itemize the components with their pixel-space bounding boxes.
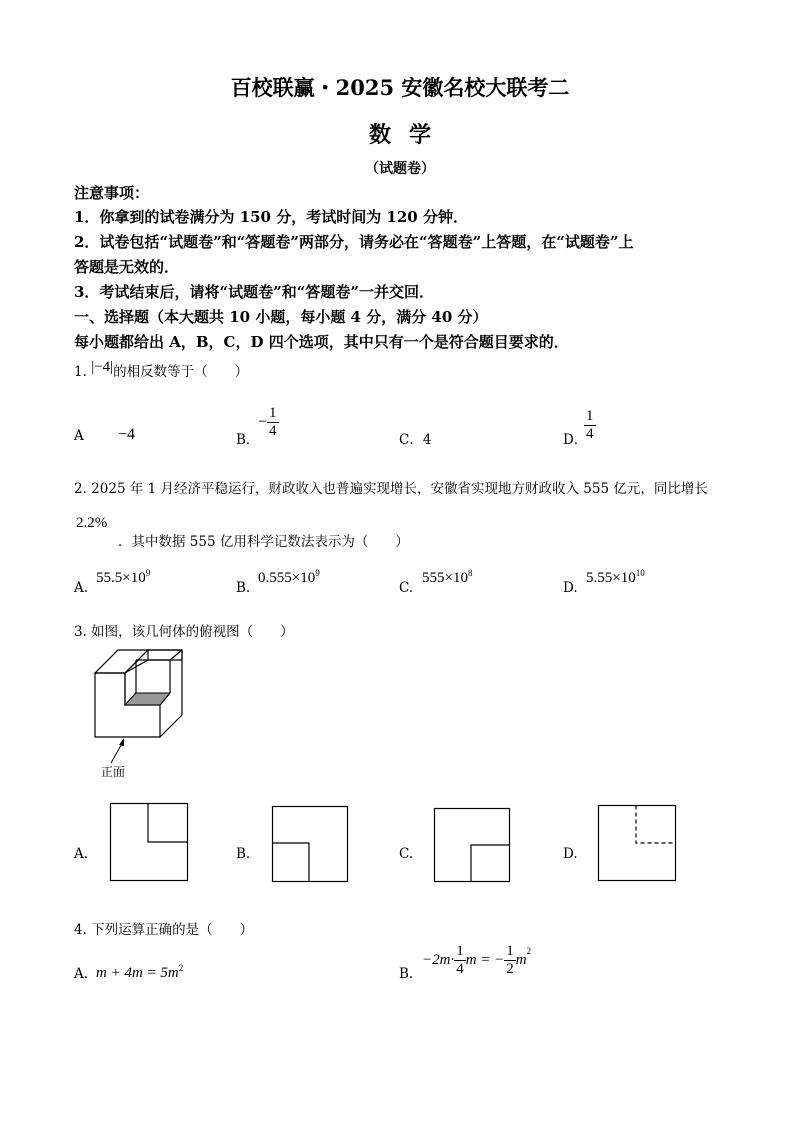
q2-percent: 2.2% [76,515,108,531]
q1-stem [74,360,248,381]
q4-b-mid: m = − [465,952,505,968]
notice-item-3: 3．考试结束后，请将“试题卷”和“答题卷”一并交回． [74,283,434,301]
solid-shaded-floor [125,693,170,705]
q2-option-c-value [422,568,472,587]
exam-title: 百校联赢・2025 安徽名校大联考二 [230,75,570,100]
subject-title: 数学 [368,122,449,148]
notice-item-2-line-1: 2．试卷包括“试题卷”和“答题卷”两部分，请务必在“答题卷”上答题，在“试题卷”上 [74,233,634,251]
q4-b-fraction-1 [454,943,466,978]
q2-option-d-value [586,568,645,587]
q2-option-d-label: D. [563,580,578,596]
q4-b-den-2: 2 [506,961,514,977]
q1-abs-expression: |−4| [91,359,114,375]
q1-d-numerator: 1 [586,408,594,424]
notice-item-2-line-2: 答题是无效的． [74,258,180,276]
q2-a-exponent: 9 [145,568,151,578]
q2-b-base: 0.555×10 [258,570,316,586]
q4-b-fraction-2 [504,943,516,978]
q1-b-numerator: 1 [269,405,277,421]
q2-stem-line-2: ．其中数据 555 亿用科学记数法表示为（ ） [118,534,409,550]
q1-option-b-label: B． [236,432,260,448]
q4-b-num-2: 1 [506,943,514,959]
q2-a-base: 55.5×10 [96,570,146,586]
q2-c-exponent: 8 [467,568,473,578]
q2-option-b-label: B. [236,580,251,596]
q4-b-exponent: 2 [526,945,532,956]
q4-b-num-1: 1 [456,943,464,959]
notice-heading: 注意事项： [74,184,150,202]
q3-option-c-label: C. [399,846,414,862]
q4-b-den-1: 4 [456,961,464,977]
q2-option-c-label: C. [399,580,414,596]
notice-item-1: 1．你拿到的试卷满分为 150 分，考试时间为 120 分钟． [74,208,468,226]
q1-b-denominator: 4 [269,423,277,439]
q3-option-a-figure [110,803,188,881]
q1-option-a-value: −4 [118,426,136,443]
solid-front-face [95,673,160,737]
q4-a-expr: m + 4m = 5m [96,965,179,981]
section-heading: 一、选择题（本大题共 10 小题，每小题 4 分，满分 40 分） [74,308,488,326]
q1-option-b-value [258,405,279,440]
q1-option-c: C．4 [399,432,432,448]
q2-b-exponent: 9 [315,568,320,578]
q3-stem: 3. 如图，该几何体的俯视图（ ） [74,624,294,640]
q4-a-exponent: 2 [178,963,184,973]
q4-option-a-label: A. [74,966,89,982]
q3-front-label: 正面 [101,765,126,779]
q3-option-b-label: B. [236,846,251,862]
q2-option-a-label: A. [74,580,89,596]
q2-d-exponent: 10 [635,568,645,578]
q3-option-d-label: D. [563,846,578,862]
q2-stem-line-1: 2. 2025 年 1 月经济平稳运行，财政收入也普遍实现增长，安徽省实现地方财政收入 555 亿元，同比增长 [74,481,708,497]
paper-type: （试题卷） [365,161,435,177]
q3-option-a-label: A. [74,846,89,862]
q1-stem-text: 的相反数等于（ ） [113,364,249,380]
q1-option-a-label: A [74,428,84,444]
q1-d-denominator: 4 [586,426,594,442]
q1-number: 1. [74,364,87,380]
q1-b-fraction [267,405,279,440]
q1-b-sign: − [258,413,268,431]
q4-b-right: m [515,952,527,968]
q4-b-left: −2m· [422,952,455,968]
q4-option-b-label: B. [399,966,414,982]
q3-option-c-figure [434,808,510,882]
q1-d-fraction [584,408,596,443]
q1-option-d-value [584,408,596,443]
q3-option-d-figure [598,805,676,881]
q2-option-a-value [96,568,150,587]
q2-d-base: 5.55×10 [586,570,636,586]
q1-option-d-label: D． [563,432,588,448]
q4-option-b-expression [422,943,531,978]
q4-option-a-expression [96,963,183,982]
q2-c-base: 555×10 [422,570,468,586]
section-instruction: 每小题都给出 A，B，C，D 四个选项，其中只有一个是符合题目要求的． [74,333,569,351]
q3-option-b-figure [272,806,348,882]
q4-stem: 4. 下列运算正确的是（ ） [74,922,254,938]
solid-top-left-face [95,650,148,673]
q2-option-b-value [258,568,320,587]
